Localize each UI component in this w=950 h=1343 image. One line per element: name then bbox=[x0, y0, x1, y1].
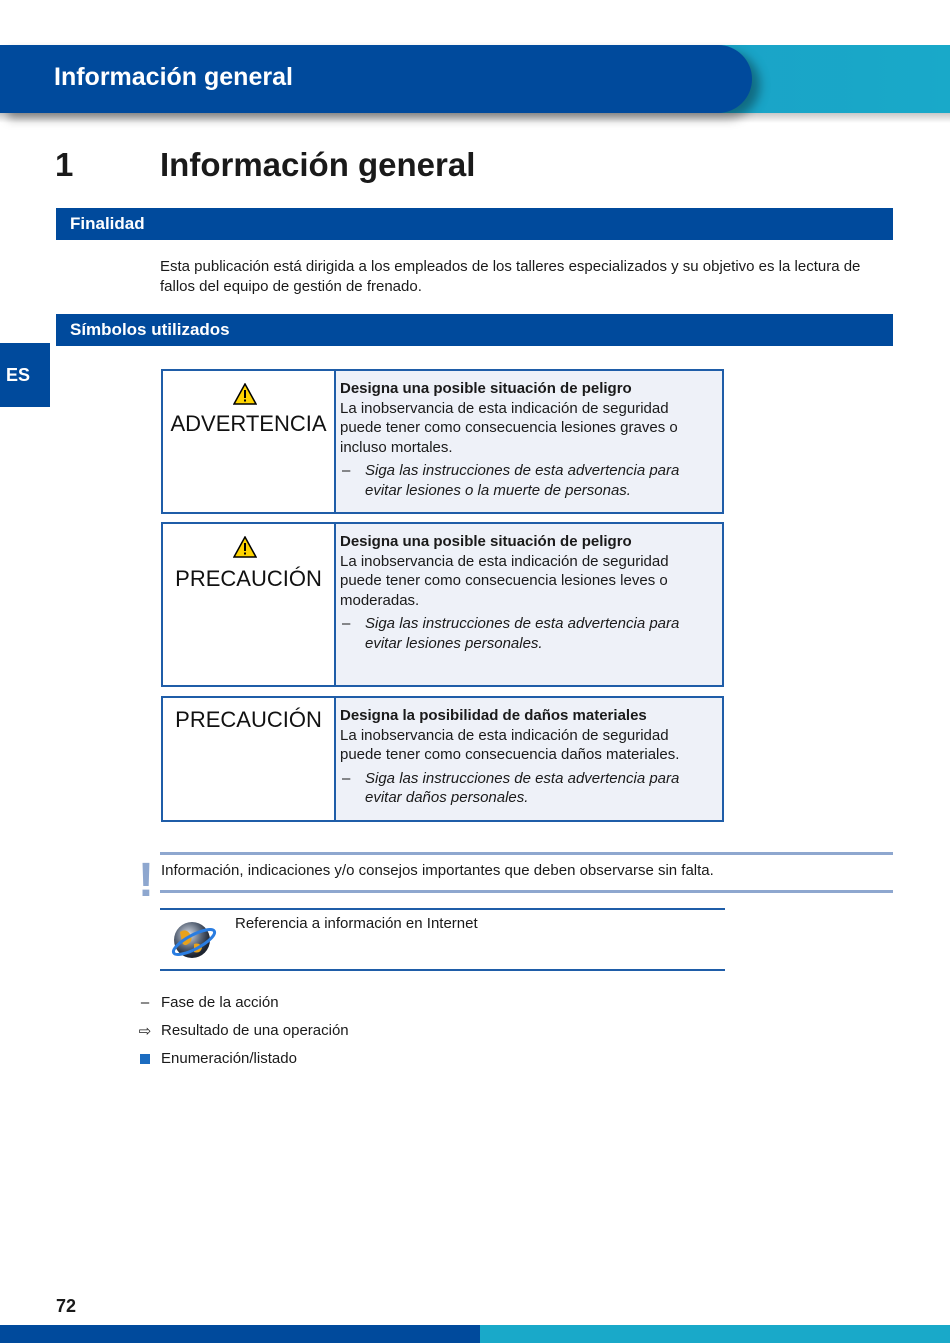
safety-box-body: La inobservancia de esta indicación de seguridad puede tener como consecuencia daños materiales. bbox=[340, 726, 680, 763]
safety-box-body: La inobservancia de esta indicación de seguridad puede tener como consecuencia lesiones graves o incluso mortales. bbox=[340, 399, 678, 456]
dash-marker: – bbox=[140, 994, 150, 1011]
footer-blue-band bbox=[0, 1325, 480, 1343]
legend-text: Enumeración/listado bbox=[161, 1050, 297, 1067]
result-arrow-icon: ⇨ bbox=[138, 1023, 152, 1040]
globe-internet-icon bbox=[170, 918, 218, 962]
dash-marker: – bbox=[342, 462, 351, 479]
internet-ref-top-rule bbox=[160, 908, 725, 910]
warning-triangle-icon bbox=[233, 536, 257, 558]
section-bar-symbols bbox=[56, 314, 893, 346]
purpose-paragraph: Esta publicación está dirigida a los empleados de los talleres especializados y su objetivo es la lectura de fallos del equipo de gestión de frenado. bbox=[160, 258, 861, 295]
safety-box-instruction bbox=[340, 461, 710, 500]
safety-box-signal-cell bbox=[163, 698, 336, 820]
exclamation-icon: ! bbox=[138, 854, 154, 907]
chapter-number: 1 bbox=[55, 146, 74, 183]
section-title-purpose: Finalidad bbox=[70, 214, 145, 233]
safety-box-caution-injury bbox=[161, 522, 724, 687]
note-top-rule bbox=[160, 852, 893, 855]
signal-word: PRECAUCIÓN bbox=[175, 566, 322, 591]
safety-box-instruction bbox=[340, 769, 710, 808]
language-tab-label: ES bbox=[6, 365, 31, 385]
internet-ref-bottom-rule bbox=[160, 969, 725, 971]
safety-box-signal-cell bbox=[163, 371, 336, 512]
safety-box-title: Designa una posible situación de peligro bbox=[340, 380, 632, 397]
internet-ref-text: Referencia a información en Internet bbox=[235, 915, 478, 932]
note-bottom-rule bbox=[160, 890, 893, 893]
instruction-text: Siga las instrucciones de esta advertencia para evitar lesiones personales. bbox=[365, 615, 680, 652]
chapter-title: Información general bbox=[160, 146, 476, 183]
dash-marker: – bbox=[342, 615, 351, 632]
safety-box-body: La inobservancia de esta indicación de seguridad puede tener como consecuencia lesiones leves o moderadas. bbox=[340, 552, 669, 609]
signal-word: ADVERTENCIA bbox=[170, 411, 327, 436]
important-note-text: Información, indicaciones y/o consejos importantes que deben observarse sin falta. bbox=[161, 862, 714, 879]
section-title-symbols: Símbolos utilizados bbox=[70, 320, 230, 339]
safety-box-title: Designa una posible situación de peligro bbox=[340, 533, 632, 550]
header-title: Información general bbox=[54, 63, 293, 91]
safety-box-caution-property bbox=[161, 696, 724, 822]
instruction-text: Siga las instrucciones de esta advertencia para evitar lesiones o la muerte de personas. bbox=[365, 462, 680, 499]
page-number: 72 bbox=[56, 1296, 77, 1316]
legend-text: Fase de la acción bbox=[161, 994, 279, 1011]
header-shadow bbox=[0, 113, 950, 123]
safety-box-signal-cell bbox=[163, 524, 336, 685]
dash-marker: – bbox=[342, 769, 351, 787]
safety-box-warning bbox=[161, 369, 724, 514]
safety-box-title: Designa la posibilidad de daños materiales bbox=[340, 707, 647, 724]
signal-word: PRECAUCIÓN bbox=[175, 707, 322, 732]
warning-triangle-icon bbox=[233, 383, 257, 405]
safety-box-text bbox=[340, 706, 710, 808]
safety-box-instruction bbox=[340, 614, 710, 653]
footer-teal-band bbox=[480, 1325, 950, 1343]
square-bullet-icon bbox=[137, 1050, 153, 1068]
legend-text: Resultado de una operación bbox=[161, 1022, 349, 1039]
instruction-text: Siga las instrucciones de esta advertencia para evitar daños personales. bbox=[365, 769, 680, 806]
language-tab bbox=[0, 343, 50, 407]
section-bar-purpose bbox=[56, 208, 893, 240]
safety-box-text bbox=[340, 532, 710, 653]
safety-box-text bbox=[340, 379, 710, 500]
